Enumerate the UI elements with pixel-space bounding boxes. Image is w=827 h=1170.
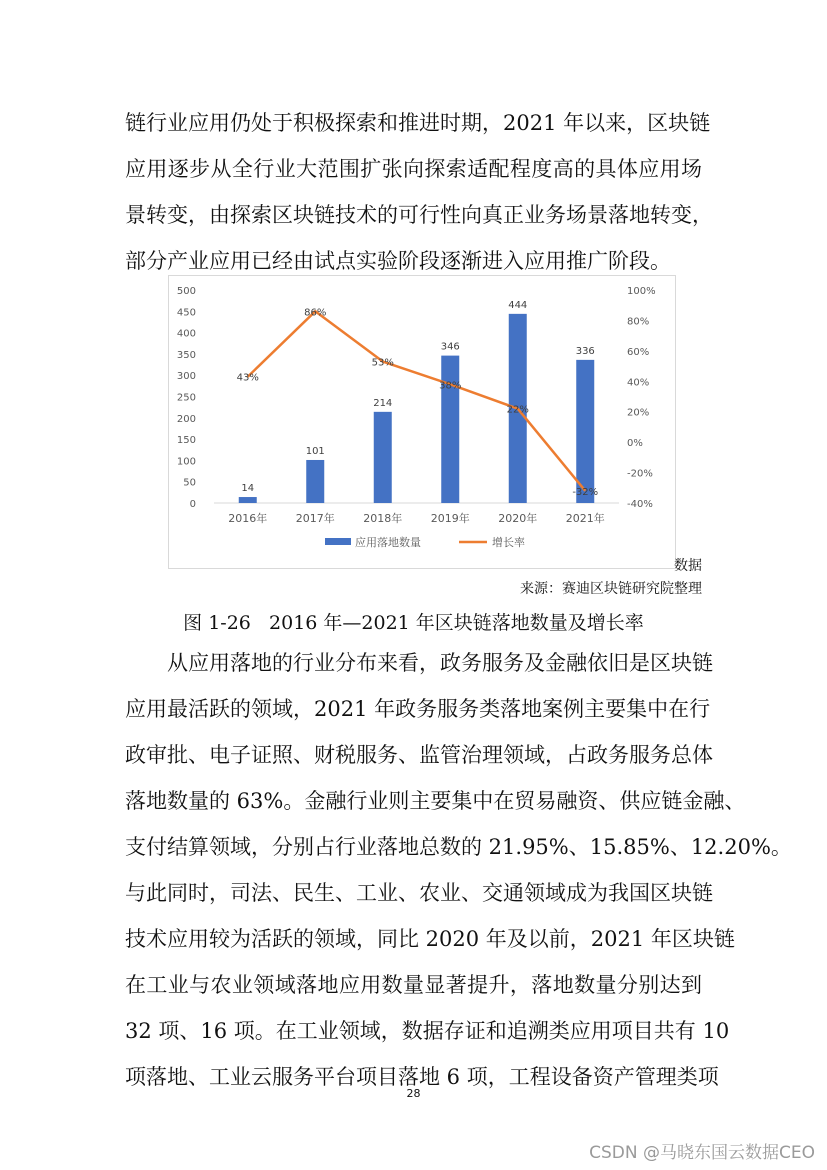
source-note-line-1: 数据 [674,558,702,574]
chart-frame [168,275,676,569]
bar [306,460,324,503]
line-data-label: 43% [236,372,259,384]
watermark: CSDN @马晓东国云数据CEO [589,1143,815,1163]
paragraph-line: 支付结算领域，分别占行业落地总数的 21.95%、15.85%、12.20%。 [125,835,792,859]
paragraph-line: 景转变，由探索区块链技术的可行性向真正业务场景落地转变， [125,203,713,227]
y2-tick-label: 0% [627,438,643,450]
paragraph-line: 从应用落地的行业分布来看，政务服务及金融依旧是区块链 [167,651,713,675]
paragraph-line: 落地数量的 63%。金融行业则主要集中在贸易融资、供应链金融、 [125,789,746,813]
figure-caption: 图 1-26 2016 年—2021 年区块链落地数量及增长率 [183,612,644,634]
paragraph-1 [125,100,713,284]
y-tick-label: 400 [176,328,196,340]
y-tick-label: 500 [176,286,196,297]
line-data-label: 38% [439,380,462,392]
y2-tick-label: 100% [627,286,656,297]
line-data-label: 53% [371,357,394,369]
line-data-label: 22% [506,404,529,416]
paragraph-line: 链行业应用仍处于积极探索和推进时期，2021 年以来，区块链 [125,111,711,135]
bar-data-label: 14 [241,483,255,495]
y-tick-label: 450 [176,307,196,319]
y2-tick-label: -40% [627,499,653,510]
bar-data-label: 214 [373,397,393,409]
legend-bar-label: 应用落地数量 [355,536,421,549]
y-tick-label: 150 [176,435,196,447]
bar-data-label: 346 [440,341,460,353]
x-tick-label: 2017年 [295,512,335,525]
paragraph-line: 应用最活跃的领域，2021 年政务服务类落地案例主要集中在行 [125,697,711,721]
x-tick-label: 2016年 [228,512,268,525]
paragraph-line: 应用逐步从全行业大范围扩张向探索适配程度高的具体应用场 [125,157,702,181]
y-tick-label: 50 [183,477,196,489]
paragraph-2 [125,640,792,1100]
bar-data-label: 336 [575,345,595,357]
x-tick-label: 2018年 [363,512,403,525]
combo-chart [169,276,675,568]
source-note-line-2: 来源：赛迪区块链研究院整理 [520,581,702,597]
bar [439,356,462,503]
legend-bar-swatch [325,538,351,545]
paragraph-line: 部分产业应用已经由试点实验阶段逐渐进入应用推广阶段。 [125,249,671,273]
bar [374,412,392,503]
paragraph-line: 与此同时，司法、民生、工业、农业、交通领域成为我国区块链 [125,881,713,905]
paragraph-line: 32 项、16 项。在工业领域，数据存证和追溯类应用项目共有 10 [125,1019,730,1043]
paragraph-line: 在工业与农业领域落地应用数量显著提升，落地数量分别达到 [125,973,702,997]
bar-data-label: 444 [508,299,528,311]
line-data-label: -32% [572,486,599,498]
y2-tick-label: -20% [627,468,653,480]
paragraph-line: 政审批、电子证照、财税服务、监管治理领域，占政务服务总体 [125,743,713,767]
legend-line-label: 增长率 [492,536,525,549]
y2-tick-label: 20% [627,407,650,419]
y2-tick-label: 40% [627,377,650,389]
y2-tick-label: 60% [627,346,650,358]
y-tick-label: 350 [176,349,196,361]
x-tick-label: 2019年 [430,512,470,525]
y-tick-label: 300 [176,371,196,383]
x-tick-label: 2020年 [498,512,538,525]
line-data-label: 86% [304,307,327,319]
paragraph-line: 项落地、工业云服务平台项目落地 6 项，工程设备资产管理类项 [125,1065,719,1089]
y2-tick-label: 80% [627,316,650,328]
y-tick-label: 250 [176,392,196,404]
y-tick-label: 0 [189,499,196,510]
growth-rate-line [248,311,586,491]
bar [239,497,257,503]
page-number: 28 [406,1087,421,1100]
y-tick-label: 200 [176,413,196,425]
y-tick-label: 100 [176,456,196,468]
x-tick-label: 2021年 [565,512,605,525]
paragraph-line: 技术应用较为活跃的领域，同比 2020 年及以前，2021 年区块链 [125,927,735,951]
bar-data-label: 101 [305,445,325,457]
